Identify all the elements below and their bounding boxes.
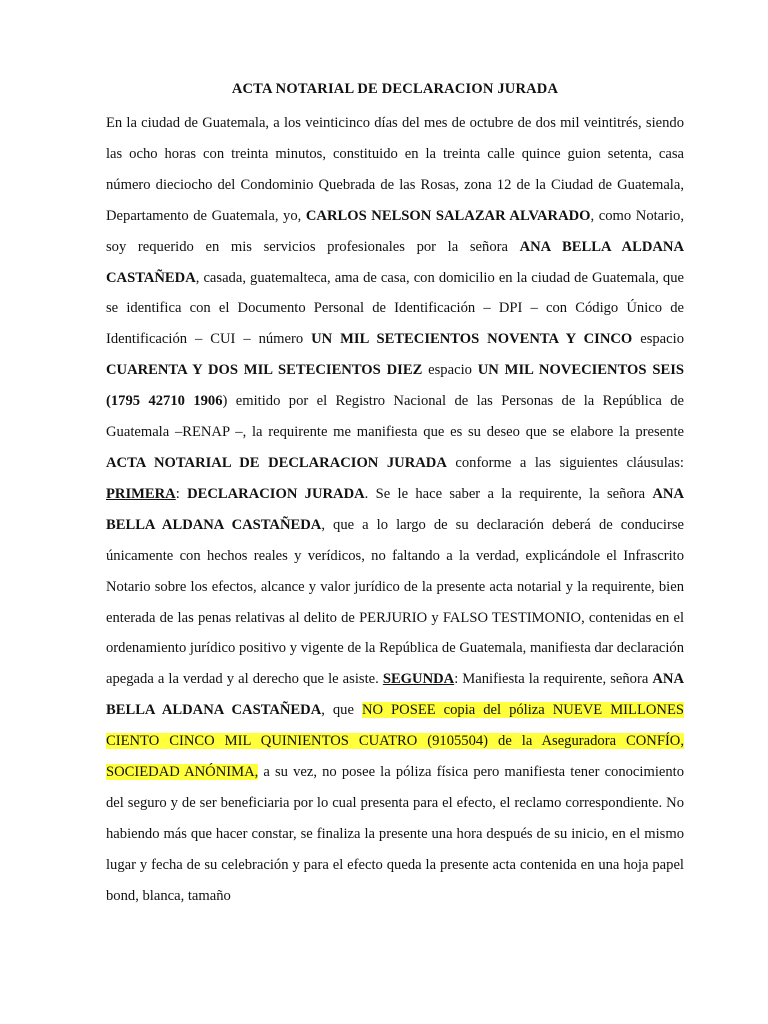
- text-segment: ACTA NOTARIAL DE DECLARACION JURADA: [106, 454, 447, 471]
- text-segment: : Manifiesta la requirente, señora: [454, 671, 653, 688]
- text-segment: , que: [321, 702, 362, 719]
- text-segment: DECLARACION JURADA: [187, 485, 365, 502]
- text-segment: ANA BELLA ALDANA CASTAÑEDA: [106, 671, 685, 719]
- text-segment: ANA BELLA ALDANA CASTAÑEDA: [106, 485, 685, 533]
- text-segment: ) emitido por el Registro Nacional de las Personas de la República de Guatemala –RENAP –, la requirente me manifiesta que es su deseo que se elabore la presente: [106, 393, 684, 441]
- text-segment: . Se le hace saber a la requirente, la señora: [364, 485, 653, 502]
- text-segment: UN MIL NOVECIENTOS SEIS: [477, 362, 684, 379]
- document-title: ACTA NOTARIAL DE DECLARACION JURADA: [231, 81, 559, 97]
- document-body: [106, 108, 684, 912]
- text-segment: , que a lo largo de su declaración deberá de conducirse únicamente con hechos reales y verídicos, no faltando a la verdad, explicándole el Infrascrito Notario sobre los efectos, alcance y valor jurídico de la presente acta notarial y la requirente, bien enterada de las penas relativas al delito de PERJURIO y FALSO TESTIMONIO, contenidas en el ordenamiento jurídico positivo y vigente de la República de Guatemala, manifiesta dar declaración apegada a la verdad y al derecho que le asiste.: [106, 516, 684, 688]
- text-segment: CARLOS NELSON SALAZAR ALVARADO: [305, 207, 591, 224]
- text-segment: ANA BELLA ALDANA CASTAÑEDA: [106, 238, 684, 286]
- text-segment: (1795 42710 1906: [106, 393, 223, 410]
- text-segment: PRIMERA: [106, 485, 176, 502]
- text-segment: espacio: [632, 331, 684, 348]
- text-segment: NO POSEE copia del póliza NUEVE MILLONES CIENTO CINCO MIL QUINIENTOS CUATRO (9105504) de la Aseguradora CONFÍO, SOCIEDAD ANÓNIMA,: [106, 702, 684, 781]
- text-segment: SEGUNDA: [382, 671, 455, 688]
- text-segment: :: [175, 485, 188, 502]
- text-segment: , como Notario, soy requerido en mis servicios profesionales por la señora: [106, 207, 685, 255]
- text-segment: conforme a las siguientes cláusulas:: [446, 454, 684, 471]
- text-segment: UN MIL SETECIENTOS NOVENTA Y CINCO: [311, 331, 633, 348]
- text-segment: En la ciudad de Guatemala, a los veinticinco días del mes de octubre de dos mil veintitrés, siendo las ocho horas con treinta minutos, constituido en la treinta calle quince guion setenta, casa número dieciocho del Condominio Quebrada de las Rosas, zona 12 de la Ciudad de Guatemala, Departamento de Guatemala, yo,: [106, 115, 684, 224]
- text-segment: espacio: [422, 362, 478, 379]
- text-segment: a su vez, no posee la póliza física pero manifiesta tener conocimiento del seguro y de ser beneficiaria por lo cual presenta para el efecto, el reclamo correspondiente. No habiendo más que hacer constar, se finaliza la presente una hora después de su inicio, en el mismo lugar y fecha de su celebración y para el efecto queda la presente acta contenida en una hoja papel bond, blanca, tamaño: [106, 764, 684, 904]
- text-segment: , casada, guatemalteca, ama de casa, con domicilio en la ciudad de Guatemala, que se identifica con el Documento Personal de Identificación – DPI – con Código Único de Identificación – CUI – número: [106, 269, 684, 348]
- text-segment: CUARENTA Y DOS MIL SETECIENTOS DIEZ: [106, 362, 423, 379]
